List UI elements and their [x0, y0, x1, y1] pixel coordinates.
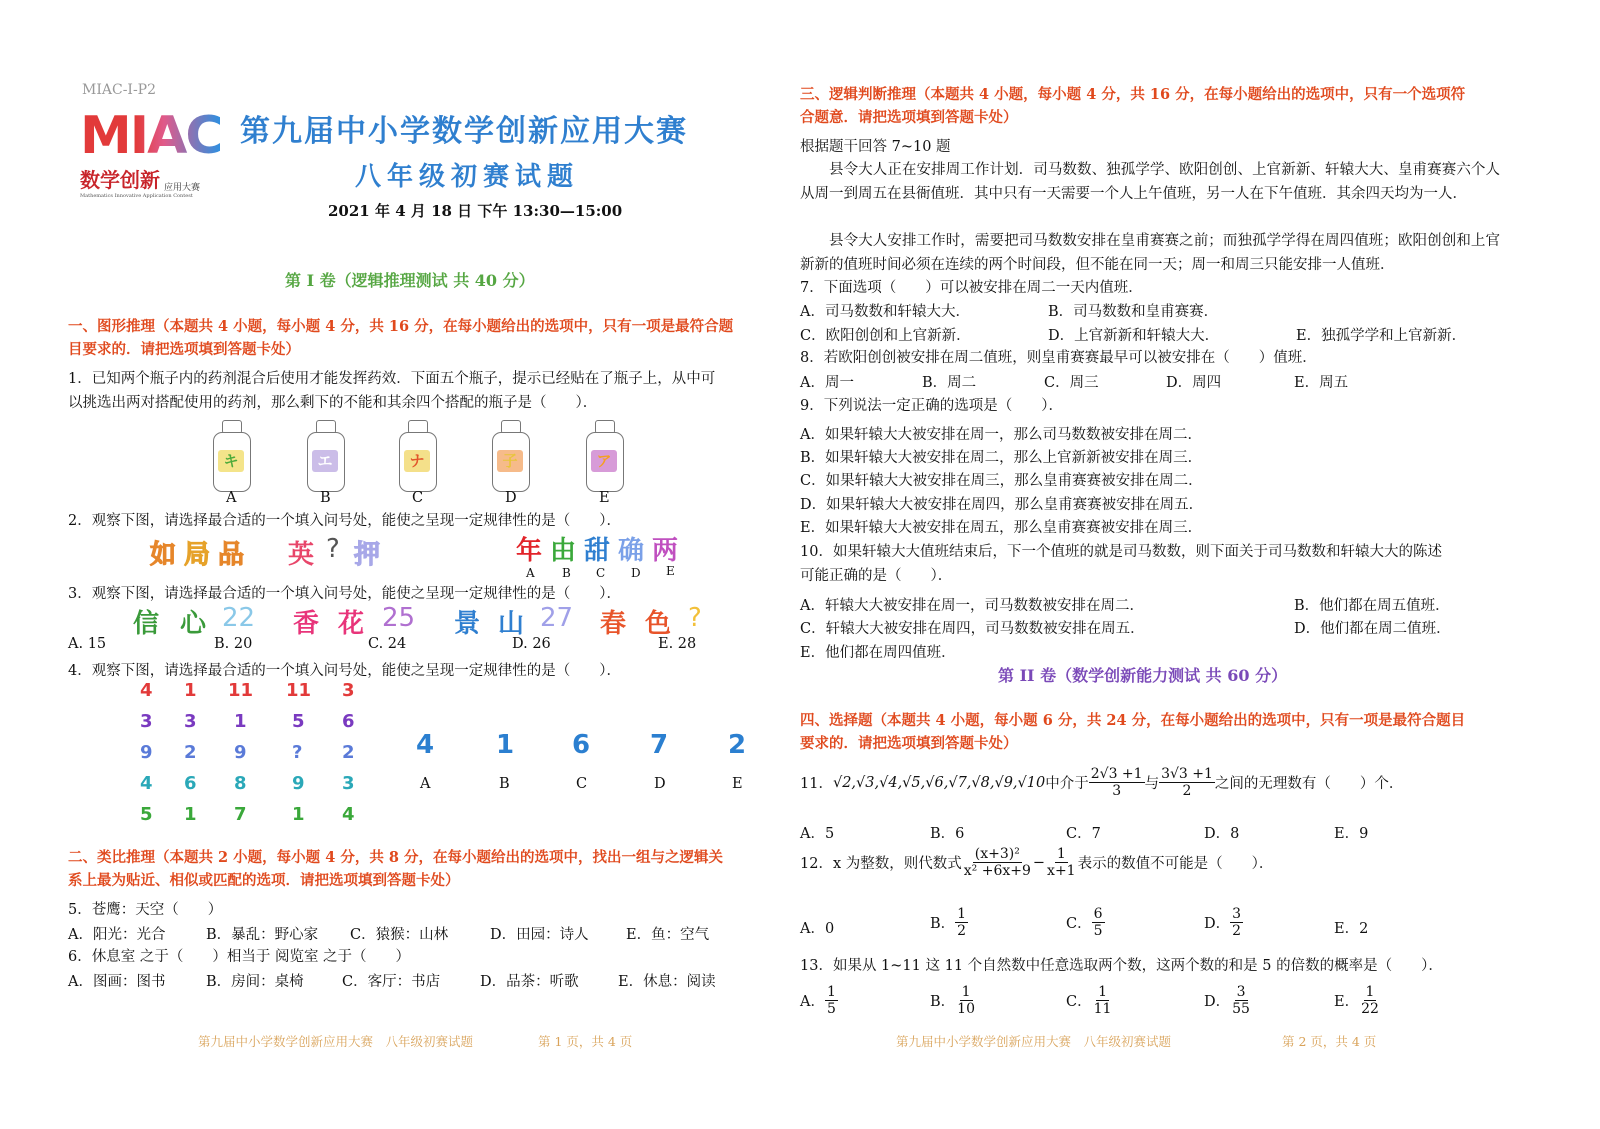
section1-title-1: 一、图形推理（本题共 4 小题，每小题 4 分，共 16 分，在每小题给出的选项中，只有一项是最符合题: [68, 318, 734, 335]
q2-option-4: 确: [618, 536, 645, 566]
q10-option-a: A．轩辕大大被安排在周一，司马数数被安排在周二．: [800, 598, 1144, 614]
q4-cell: 2: [342, 742, 355, 763]
q7-option-c: C．欧阳创创和上官新新．: [800, 328, 971, 344]
section2-title-2: 系上最为贴近、相似或匹配的选项．请把选项填到答题卡处）: [68, 872, 460, 889]
q9-option-a: A．如果轩辕大大被安排在周一，那么司马数数被安排在周二．: [800, 427, 1202, 443]
q2-seq2-3: 押: [354, 540, 381, 570]
q6-option-c: C．客厅：书店: [342, 974, 441, 990]
logo-sub2: 应用大赛: [164, 183, 201, 193]
q12-tail: 表示的数值不可能是（ ）．: [1077, 856, 1274, 872]
q12-option-c: C． $\frac{6}{5}$: [1066, 906, 1103, 939]
q3-option-a: A. 15: [68, 636, 107, 652]
q4-cell: 9: [234, 742, 247, 763]
q12-fraction-1: $\frac{\text{(x+3)²}}{\text{x² +6x+9}}$: [963, 846, 1031, 879]
q3-item-11: 色: [645, 609, 672, 639]
q1-text-1: 1．已知两个瓶子内的药剂混合后使用才能发挥药效．下面五个瓶子，提示已经贴在了瓶子上，从中可: [68, 371, 716, 387]
q8-text: 8．若欧阳创创被安排在周二值班，则皇甫赛赛最早可以被安排在（ ）值班．: [800, 350, 1317, 366]
q7-text: 7．下面选项（ ）可以被安排在周二一天内值班．: [800, 280, 1143, 296]
q4-answer-e: 2: [728, 730, 747, 760]
q6-option-e: E．休息：阅读: [618, 974, 716, 990]
section4-title-1: 四、选择题（本题共 4 小题，每小题 6 分，共 24 分，在每小题给出的选项中，只有一项是最符合题目: [800, 712, 1466, 729]
q6-option-a: A．图画：图书: [68, 974, 166, 990]
q3-option-c: C. 24: [368, 636, 407, 652]
q5-option-d: D．田园：诗人: [490, 927, 589, 943]
q10-option-e: E．他们都在周四值班．: [800, 645, 956, 661]
q9-text: 9．下列说法一定正确的选项是（ ）．: [800, 398, 1063, 414]
q9-option-d: D．如果轩辕大大被安排在周四，那么皇甫赛赛被安排在周五．: [800, 497, 1204, 513]
q11-fraction-1: $\frac{2√3 +1}{3}$: [1090, 766, 1143, 799]
q4-label-a: A: [420, 776, 431, 792]
q5-text: 5．苍鹰：天空（ ）: [68, 902, 223, 918]
q4-answer-c: 6: [572, 730, 591, 760]
q4-cell: 1: [292, 804, 305, 825]
bottle-c: [397, 420, 437, 492]
q8-option-b: B．周二: [922, 375, 977, 391]
q2-seq1-3: 品: [218, 540, 245, 570]
q12-minus: −: [1032, 854, 1046, 871]
bottle-d-glyph: 子: [497, 450, 523, 472]
q12-num: 12．: [800, 856, 833, 872]
q4-cell: 3: [140, 711, 153, 732]
q4-cell: 4: [342, 804, 355, 825]
q2-seq1-1: 如: [150, 540, 177, 570]
exam-subtitle: 八年级初赛试题: [355, 162, 580, 192]
q3-option-e: E. 28: [658, 636, 697, 652]
q4-cell: 1: [184, 680, 197, 701]
q2-option-2: 由: [550, 536, 577, 566]
q12-fraction-2: $\frac{1}{x+1}$: [1047, 846, 1076, 879]
q13-option-c: C． $\frac{1}{11}$: [1066, 984, 1112, 1017]
footer-right-title: 第九届中小学数学创新应用大赛 八年级初赛试题: [896, 1034, 1172, 1049]
q8-option-a: A．周一: [800, 375, 854, 391]
q3-item-8: 山: [498, 609, 525, 639]
section3-title-2: 合题意．请把选项填到答题卡处）: [800, 109, 1018, 126]
bottle-e-glyph: ア: [591, 450, 617, 472]
q1-text-2: 以挑选出两对搭配使用的药剂，那么剩下的不能和其余四个搭配的瓶子是（ ）．: [68, 395, 598, 411]
q11-tail: 之间的无理数有（ ）个．: [1214, 776, 1404, 792]
q4-cell: 3: [342, 680, 355, 701]
q11-option-d: D．8: [1204, 826, 1240, 842]
q5-option-a: A．阳光：光合: [68, 927, 166, 943]
q7-option-d: D．上官新新和轩辕大大．: [1048, 328, 1220, 344]
q4-label-e: E: [732, 776, 743, 792]
doc-code: MIAC-I-P2: [82, 82, 157, 98]
q3-item-9: 27: [540, 603, 574, 633]
footer-right-page: 第 2 页，共 4 页: [1282, 1034, 1377, 1049]
q10-text-2: 可能正确的是（ ）．: [800, 568, 953, 584]
q8-option-c: C．周三: [1044, 375, 1099, 391]
q4-cell: 9: [292, 773, 305, 794]
section2-title-1: 二、类比推理（本题共 2 小题，每小题 4 分，共 8 分，在每小题给出的选项中，找出一组与之逻辑关: [68, 849, 724, 866]
q3-item-10: 春: [600, 609, 627, 639]
footer-left-page: 第 1 页，共 4 页: [538, 1034, 633, 1049]
q4-cell: 6: [342, 711, 355, 732]
q11-mid2: 与: [1144, 776, 1160, 792]
q2-label-e: E: [666, 564, 675, 578]
q4-cell: 8: [234, 773, 247, 794]
q3-option-b: B. 20: [214, 636, 253, 652]
q11-roots: √2,√3,√4,√5,√6,√7,√8,√9,√10: [832, 774, 1046, 791]
bottle-a-glyph: キ: [218, 450, 244, 472]
q8-option-e: E．周五: [1294, 375, 1349, 391]
q4-cell: 4: [140, 680, 153, 701]
q11-fraction-2: $\frac{3√3 +1}{2}$: [1161, 766, 1213, 799]
q3-item-1: 信: [133, 609, 160, 639]
q3-item-5: 花: [338, 609, 365, 639]
q3-option-d: D. 26: [512, 636, 551, 652]
q2-option-3: 甜: [584, 536, 611, 566]
q2-seq2-1: 英: [288, 540, 315, 570]
q6-option-b: B．房间：桌椅: [206, 974, 304, 990]
q4-cell: 6: [184, 773, 197, 794]
q11-option-e: E．9: [1334, 826, 1369, 842]
intro-para-2: 县令大人安排工作时，需要把司马数数安排在皇甫赛赛之前；而独孤学学得在周四值班；欧阳创创和上官新新的值班时间必须在连续的两个时间段，但不能在同一天；周一和周三只能安排一人值班．: [800, 233, 1500, 273]
q2-label-b: B: [562, 566, 571, 580]
q3-item-12: ?: [688, 603, 702, 633]
q10-option-d: D．他们都在周二值班．: [1294, 621, 1451, 637]
q2-option-5: 两: [652, 536, 679, 566]
q10-option-c: C．轩辕大大被安排在周四，司马数数被安排在周五．: [800, 621, 1145, 637]
q2-label-d: D: [631, 566, 641, 580]
intro-lead: 根据题干回答 7~10 题: [800, 139, 951, 155]
q13-option-d: D． $\frac{3}{55}$: [1204, 984, 1250, 1017]
footer-left-title: 第九届中小学数学创新应用大赛 八年级初赛试题: [198, 1034, 474, 1049]
logo-english: Mathematics Innovative Application Contest: [80, 193, 193, 199]
q2-option-1: 年: [516, 536, 543, 566]
q11-option-a: A．5: [800, 826, 835, 842]
q2-text: 2．观察下图，请选择最合适的一个填入问号处，能使之呈现一定规律性的是（ ）．: [68, 513, 621, 529]
q4-cell: 1: [234, 711, 247, 732]
q12-pre: x 为整数，则代数式: [832, 856, 962, 872]
exam-date: 2021 年 4 月 18 日 下午 13:30—15:00: [328, 202, 623, 220]
bottle-d: [490, 420, 530, 492]
bottle-a: [211, 420, 251, 492]
q9-option-e: E．如果轩辕大大被安排在周五，那么皇甫赛赛被安排在周三．: [800, 520, 1203, 536]
q4-cell: ?: [292, 742, 303, 763]
miac-logo: [80, 108, 220, 208]
q10-option-b: B．他们都在周五值班．: [1294, 598, 1450, 614]
bottle-b-glyph: エ: [312, 450, 338, 472]
q4-cell: 3: [342, 773, 355, 794]
q4-cell: 2: [184, 742, 197, 763]
q4-cell: 1: [184, 804, 197, 825]
q13-option-e: E． $\frac{1}{22}$: [1334, 984, 1379, 1017]
section4-title-2: 要求的．请把选项填到答题卡处）: [800, 735, 1018, 752]
q4-label-c: C: [576, 776, 588, 792]
q4-label-b: B: [499, 776, 510, 792]
q13-text: 13．如果从 1~11 这 11 个自然数中任意选取两个数，这两个数的和是 5 的倍数的概率是（ ）．: [800, 958, 1443, 974]
q12-line: [800, 846, 1273, 879]
q11-option-b: B．6: [930, 826, 965, 842]
q10-text-1: 10．如果轩辕大大值班结束后，下一个值班的就是司马数数，则下面关于司马数数和轩辕大大的陈述: [800, 544, 1442, 560]
q12-option-b: B． $\frac{1}{2}$: [930, 906, 967, 939]
bottle-e: [584, 420, 624, 492]
q4-text: 4．观察下图，请选择最合适的一个填入问号处，能使之呈现一定规律性的是（ ）．: [68, 663, 621, 679]
q4-cell: 9: [140, 742, 153, 763]
q13-option-b: B． $\frac{1}{10}$: [930, 984, 975, 1017]
q2-label-c: C: [596, 566, 606, 580]
q9-option-b: B．如果轩辕大大被安排在周二，那么上官新新被安排在周三．: [800, 450, 1203, 466]
q2-seq2-2: ?: [326, 534, 340, 564]
q2-label-a: A: [526, 566, 535, 580]
q13-option-a: A． $\frac{1}{5}$: [800, 984, 836, 1017]
bottle-c-glyph: ナ: [404, 450, 430, 472]
q9-option-c: C．如果轩辕大大被安排在周三，那么皇甫赛赛被安排在周二．: [800, 473, 1203, 489]
part1-heading: 第 I 卷（逻辑推理测试 共 40 分）: [285, 271, 535, 290]
q4-label-d: D: [654, 776, 666, 792]
bottle-label-c: C: [412, 490, 424, 506]
q12-option-e: E．2: [1334, 921, 1369, 937]
q11-line: [800, 766, 1403, 799]
q3-item-3: 22: [222, 603, 256, 633]
q4-answer-a: 4: [416, 730, 435, 760]
q4-cell: 7: [234, 804, 247, 825]
bottle-label-d: D: [505, 490, 517, 506]
q11-mid1: 中介于: [1045, 776, 1089, 792]
q2-seq1-2: 局: [184, 540, 211, 570]
bottle-label-e: E: [599, 490, 610, 506]
bottle-b: [305, 420, 345, 492]
section3-title-1: 三、逻辑判断推理（本题共 4 小题，每小题 4 分，共 16 分，在每小题给出的选项中，只有一个选项符: [800, 86, 1466, 103]
bottle-label-a: A: [226, 490, 237, 506]
q11-num: 11．: [800, 776, 833, 792]
q6-option-d: D．品茶：听歌: [480, 974, 579, 990]
q5-option-b: B．暴乱：野心家: [206, 927, 319, 943]
q4-cell: 4: [140, 773, 153, 794]
intro-para-1: 县令大人正在安排周工作计划．司马数数、独孤学学、欧阳创创、上官新新、轩辕大大、皇甫赛赛六个人从周一到周五在县衙值班．其中只有一天需要一个人上午值班，另一人在下午值班．其余四天均为一人．: [800, 162, 1500, 202]
q12-option-a: A．0: [800, 921, 835, 937]
q3-item-2: 心: [180, 609, 207, 639]
q3-text: 3．观察下图，请选择最合适的一个填入问号处，能使之呈现一定规律性的是（ ）．: [68, 586, 621, 602]
q11-option-c: C．7: [1066, 826, 1101, 842]
q7-option-a: A．司马数数和轩辕大大．: [800, 304, 970, 320]
logo-sub: 数学创新: [80, 168, 160, 192]
q4-cell: 3: [184, 711, 197, 732]
q4-cell: 5: [292, 711, 305, 732]
q3-item-7: 景: [454, 609, 481, 639]
q7-option-e: E．独孤学学和上官新新．: [1296, 328, 1467, 344]
q4-cell: 5: [140, 804, 153, 825]
q5-option-c: C．猿猴：山林: [350, 927, 449, 943]
q12-option-d: D． $\frac{3}{2}$: [1204, 906, 1242, 939]
part2-heading: 第 II 卷（数学创新能力测试 共 60 分）: [998, 666, 1288, 685]
q7-option-b: B．司马数数和皇甫赛赛．: [1048, 304, 1219, 320]
q6-text: 6．休息室 之于（ ）相当于 阅览室 之于（ ）: [68, 949, 411, 965]
bottle-label-b: B: [320, 490, 331, 506]
q4-cell: 11: [228, 680, 254, 701]
contest-title: 第九届中小学数学创新应用大赛: [240, 114, 688, 149]
q3-item-4: 香: [293, 609, 320, 639]
q4-answer-b: 1: [496, 730, 515, 760]
q8-option-d: D．周四: [1166, 375, 1222, 391]
q5-option-e: E．鱼：空气: [626, 927, 710, 943]
q4-cell: 11: [286, 680, 312, 701]
logo-text: MIAC: [80, 106, 222, 166]
section1-title-2: 目要求的．请把选项填到答题卡处）: [68, 341, 300, 358]
q4-answer-d: 7: [650, 730, 669, 760]
q3-item-6: 25: [382, 603, 416, 633]
